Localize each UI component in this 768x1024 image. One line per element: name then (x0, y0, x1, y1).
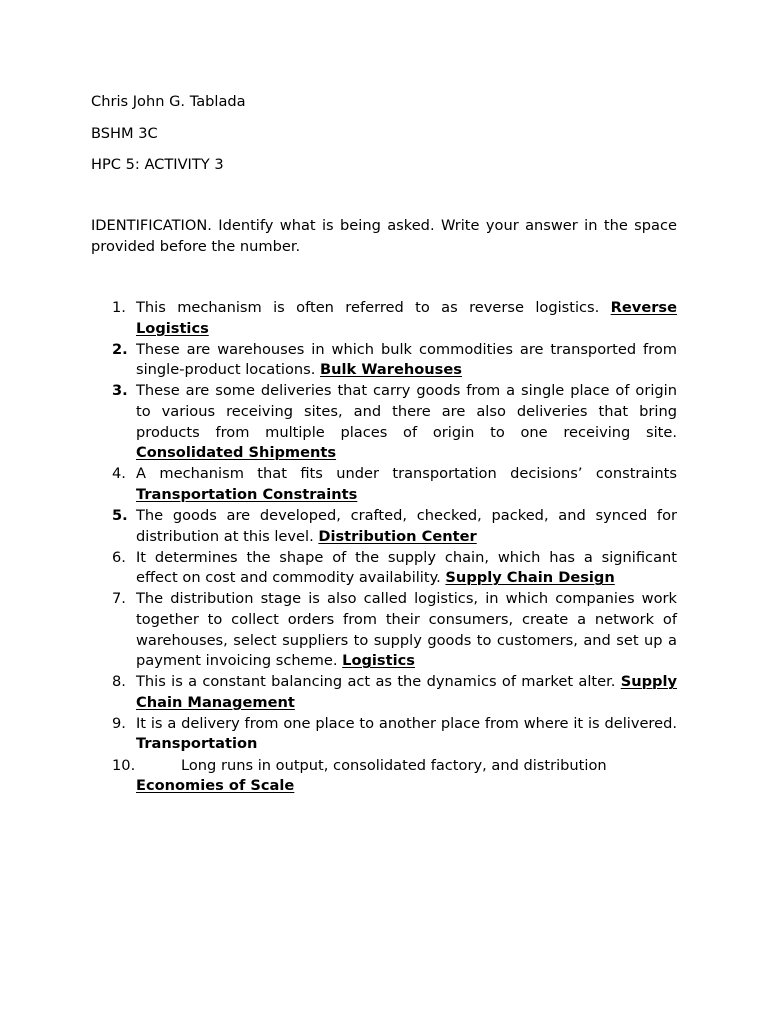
list-item (91, 589, 677, 671)
list-item (91, 298, 677, 339)
item-number: 1. (112, 299, 126, 316)
item-number: 5. (112, 506, 128, 524)
item-question: It determines the shape of the supply chain, which has a significant effect on cost and commodity availability. (136, 548, 677, 587)
item-question: Long runs in output, consolidated factory, and distribution (181, 756, 607, 774)
item-answer: Distribution Center (318, 527, 477, 545)
item-question: This mechanism is often referred to as reverse logistics. (136, 299, 611, 316)
item-number: 4. (112, 465, 126, 483)
list-item (91, 506, 677, 547)
item-question: This is a constant balancing act as the dynamics of market alter. (136, 673, 621, 691)
activity-title: HPC 5: ACTIVITY 3 (91, 156, 224, 173)
item-answer: Consolidated Shipments (136, 444, 337, 462)
item-answer: Supply Chain Management (136, 673, 677, 711)
item-number: 8. (112, 673, 126, 691)
item-number: 6. (112, 548, 126, 566)
student-name: Chris John G. Tablada (91, 93, 246, 110)
list-item (91, 756, 677, 797)
student-section: BSHM 3C (91, 125, 158, 142)
item-question: It is a delivery from one place to another place from where it is delivered. (136, 714, 677, 732)
item-number: 10. (112, 756, 136, 774)
list-item (91, 672, 677, 713)
item-answer: Supply Chain Design (445, 569, 615, 587)
list-item (91, 714, 677, 755)
item-number: 3. (112, 382, 128, 400)
item-question: These are warehouses in which bulk commodities are transported from single-product locations. (136, 340, 677, 379)
list-item (91, 340, 677, 381)
item-answer: Logistics (342, 652, 415, 670)
item-number: 2. (112, 340, 128, 358)
item-question: The distribution stage is also called logistics, in which companies work together to collect orders from their consumers, create a network of warehouses, select suppliers to supply goods to customers, and set up a payment invoicing scheme. (136, 590, 677, 670)
item-number: 7. (112, 590, 126, 608)
item-question: The goods are developed, crafted, checked, packed, and synced for distribution at this level. (136, 506, 677, 545)
list-item (91, 464, 677, 505)
list-item (91, 548, 677, 589)
item-answer: Transportation Constraints (136, 485, 358, 503)
item-answer: Reverse Logistics (136, 299, 677, 337)
list-item (91, 381, 677, 463)
question-list (91, 298, 677, 797)
item-question: A mechanism that fits under transportation decisions’ constraints (136, 465, 677, 483)
item-answer: Bulk Warehouses (320, 361, 462, 379)
item-answer: Economies of Scale (136, 777, 295, 795)
item-question: These are some deliveries that carry goods from a single place of origin to various receiving sites, and there are also deliveries that bring products from multiple places of origin to one receiving site. (136, 382, 677, 441)
instructions-paragraph: IDENTIFICATION. Identify what is being asked. Write your answer in the space provided before the number. (91, 217, 677, 255)
item-number: 9. (112, 714, 126, 732)
item-answer: Transportation (136, 735, 258, 753)
